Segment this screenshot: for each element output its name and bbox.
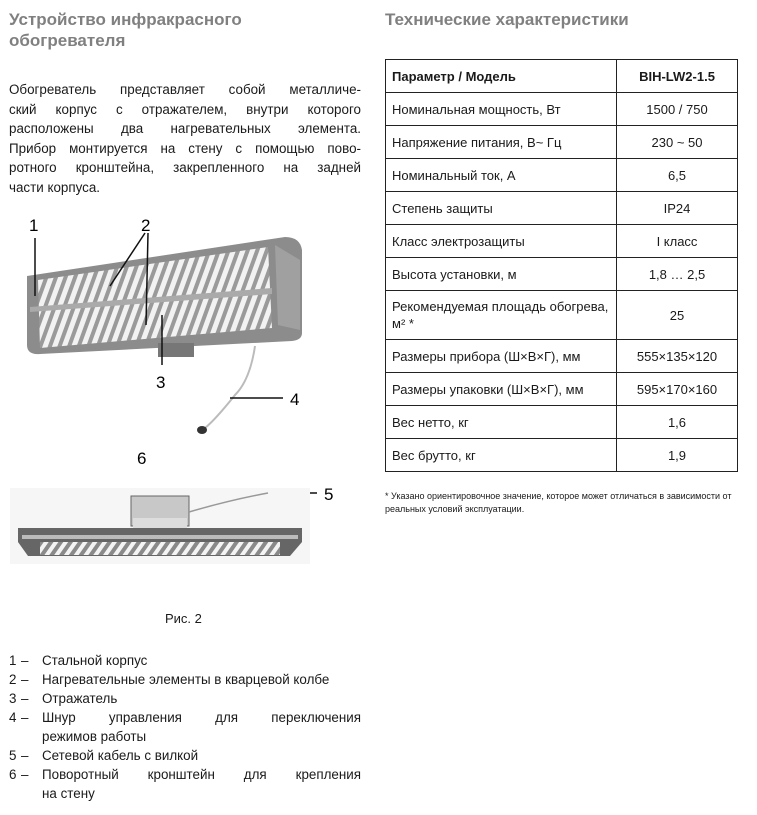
parameter-cell: Вес нетто, кг [386, 406, 617, 439]
parameter-cell: Степень защиты [386, 192, 617, 225]
legend-dash: – [21, 653, 29, 668]
legend-number: 5 [9, 748, 17, 763]
legend-item [9, 746, 361, 765]
legend-number: 2 [9, 672, 17, 687]
callout-label-6: 6 [137, 449, 147, 468]
value-cell: 555×135×120 [617, 340, 738, 373]
callout-label-4: 4 [290, 390, 300, 409]
callout-label-1: 1 [29, 216, 39, 235]
legend-item [9, 670, 361, 689]
intro-line: Обогреватель представляет собой металличе- [9, 82, 361, 97]
table-row [386, 340, 738, 373]
value-cell: 1,8 … 2,5 [617, 258, 738, 291]
section-title-device [9, 9, 242, 51]
parameter-cell: Размеры упаковки (Ш×В×Г), мм [386, 373, 617, 406]
legend-text: Шнур управления для переключения [42, 710, 361, 725]
legend-number: 6 [9, 767, 17, 782]
title-line: обогревателя [9, 31, 126, 50]
heater-side-view [10, 488, 310, 564]
legend-item [9, 765, 361, 784]
parameter-cell: Рекомендуемая площадь обогрева, м² * [386, 291, 617, 340]
legend-text: Нагревательные элементы в кварцевой колбе [42, 672, 330, 687]
legend-dash: – [21, 672, 29, 687]
legend-dash: – [21, 748, 29, 763]
footnote: * Указано ориентировочное значение, которое может отличаться в зависимости от реальных условий эксплуатации. [385, 491, 732, 514]
table-row [386, 159, 738, 192]
specs-table [385, 59, 738, 472]
table-row [386, 192, 738, 225]
legend-dash: – [21, 691, 29, 706]
parameter-cell: Высота установки, м [386, 258, 617, 291]
table-row [386, 439, 738, 472]
figure-caption: Рис. 2 [165, 611, 202, 626]
intro-line: части корпуса. [9, 179, 101, 195]
legend-text: Поворотный кронштейн для крепления [42, 767, 361, 782]
table-row [386, 225, 738, 258]
legend-dash: – [21, 767, 29, 782]
value-cell: I класс [617, 225, 738, 258]
legend-number: 4 [9, 710, 17, 725]
legend-text: режимов работы [42, 729, 147, 744]
callout-label-5: 5 [324, 485, 334, 504]
legend-dash: – [21, 710, 29, 725]
legend-text: Отражатель [42, 691, 118, 706]
parameter-cell: Класс электрозащиты [386, 225, 617, 258]
intro-line: Прибор монтируется на стену с помощью пово- [9, 140, 361, 156]
value-cell: BIH-LW2-1.5 [617, 60, 738, 93]
heater-front-view [27, 237, 302, 434]
value-cell: 1,6 [617, 406, 738, 439]
value-cell: 230 ~ 50 [617, 126, 738, 159]
callout-label-3: 3 [156, 373, 166, 392]
parameter-cell: Вес брутто, кг [386, 439, 617, 472]
title-line: Устройство инфракрасного [9, 10, 242, 29]
parameter-cell: Напряжение питания, В~ Гц [386, 126, 617, 159]
table-row [386, 126, 738, 159]
table-row [386, 373, 738, 406]
value-cell: IP24 [617, 192, 738, 225]
intro-line: ротного кронштейна, закрепленного на задней [9, 160, 361, 175]
value-cell: 1,9 [617, 439, 738, 472]
legend-item [9, 727, 361, 746]
callout-label-2: 2 [141, 216, 151, 235]
legend-item [9, 708, 361, 727]
legend-text: Сетевой кабель с вилкой [42, 748, 199, 763]
legend-item [9, 651, 361, 670]
legend-item [9, 689, 361, 708]
parameter-cell: Параметр / Модель [386, 60, 617, 93]
value-cell: 6,5 [617, 159, 738, 192]
table-row [386, 93, 738, 126]
table-row [386, 291, 738, 340]
intro-line: расположены два нагревательных элемента. [9, 121, 361, 136]
intro-line: ский корпус с отражателем, внутри которого [9, 101, 361, 117]
value-cell: 25 [617, 291, 738, 340]
legend-item [9, 784, 361, 803]
legend-number: 3 [9, 691, 17, 706]
intro-paragraph [9, 80, 361, 197]
legend-text: Стальной корпус [42, 653, 148, 668]
parameter-cell: Размеры прибора (Ш×В×Г), мм [386, 340, 617, 373]
value-cell: 1500 / 750 [617, 93, 738, 126]
parameter-cell: Номинальная мощность, Вт [386, 93, 617, 126]
table-header-row [386, 60, 738, 93]
value-cell: 595×170×160 [617, 373, 738, 406]
legend-text: на стену [42, 786, 95, 801]
table-row [386, 258, 738, 291]
section-title-specs: Технические характеристики [385, 10, 629, 29]
parameter-cell: Номинальный ток, А [386, 159, 617, 192]
heater-figure [0, 200, 380, 610]
legend-number: 1 [9, 653, 17, 668]
table-row [386, 406, 738, 439]
